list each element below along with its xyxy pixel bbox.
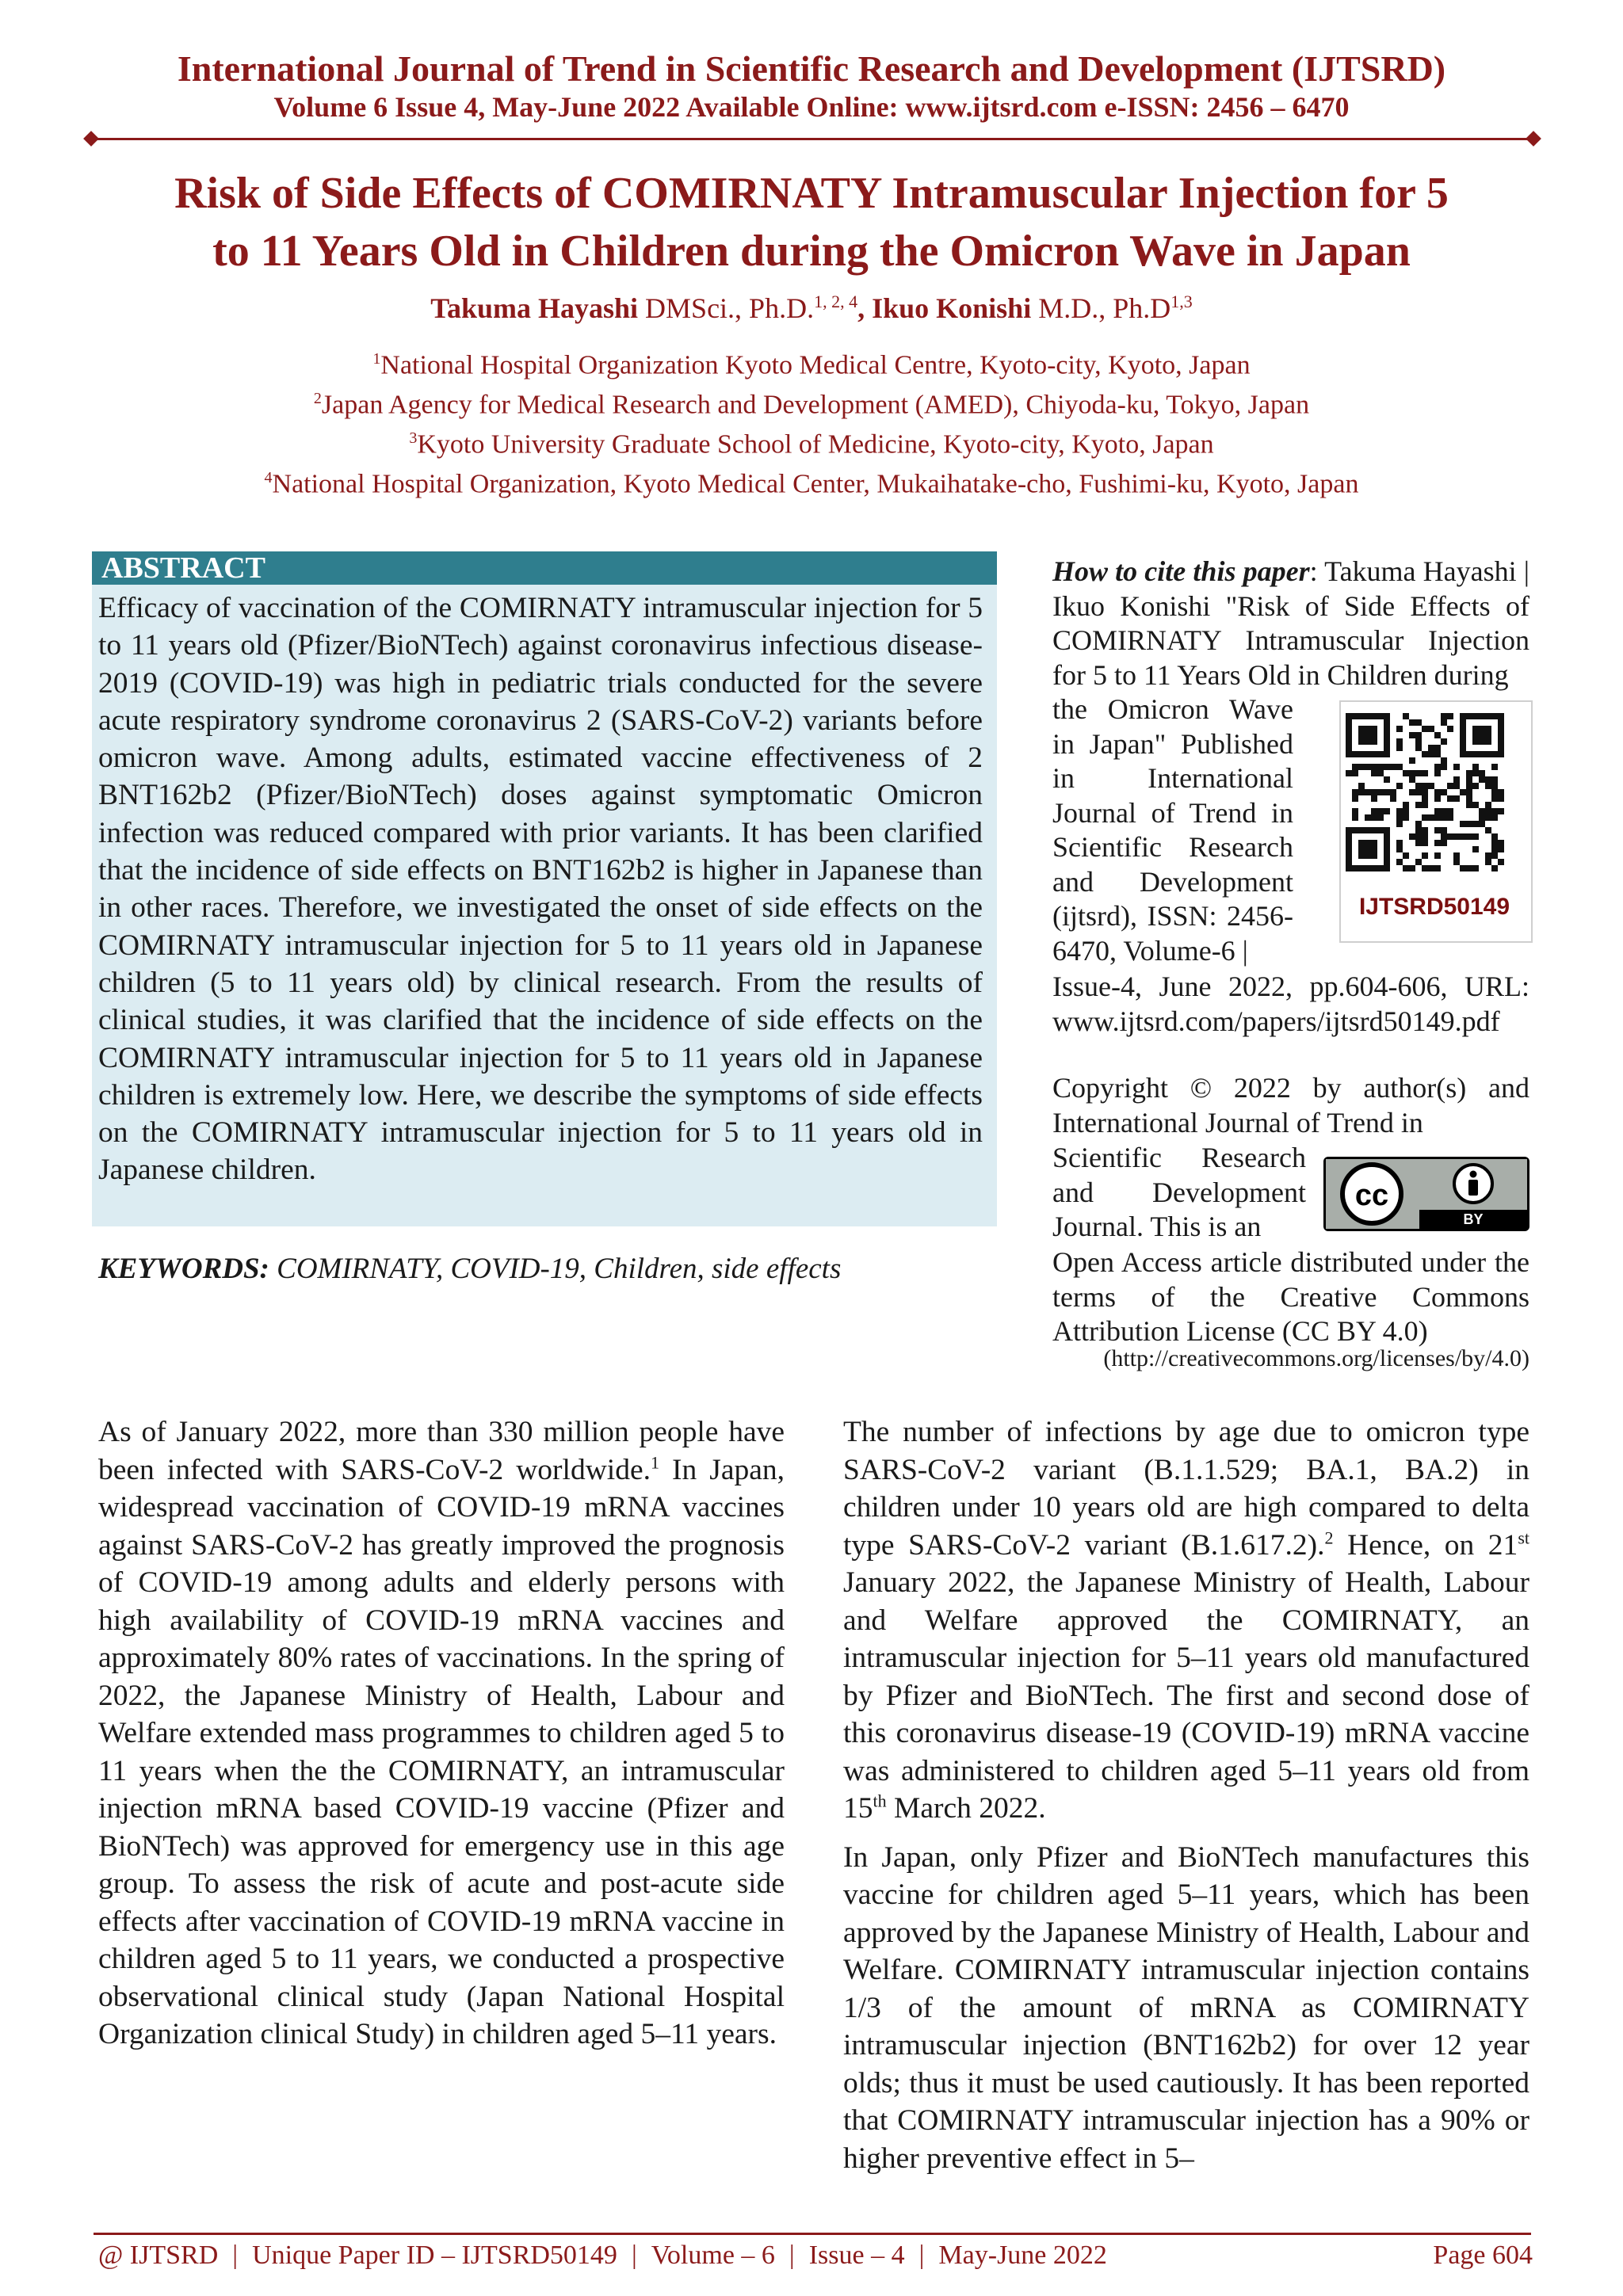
copyright-bottom: Open Access article distributed under the terms of the Creative Commons Attribution License (CC BY 4.0) — [1052, 1246, 1529, 1347]
journal-title: International Journal of Trend in Scientific Research and Development (IJTSRD) — [177, 48, 1446, 89]
body-text: The number of infections by age due to omicron type SARS-CoV-2 variant (B.1.1.529; BA.1, BA.2) in children under 10 years old are high compared to delta type SARS-CoV-2 variant (B.1.617.2). — [843, 1416, 1529, 1562]
body-text: As of January 2022, more than 330 million people have been infected with SARS-CoV-2 worldwide. — [98, 1416, 785, 1486]
ordinal-sup: st — [1518, 1527, 1529, 1547]
journal-info: Volume 6 Issue 4, May-June 2022 Available Online: www.ijtsrd.com e-ISSN: 2456 – 6470 — [273, 91, 1350, 123]
affiliation-2-sup: 2 — [313, 390, 322, 407]
author-2-degrees: M.D., Ph.D — [1031, 292, 1171, 324]
footer-separator: | — [631, 2241, 637, 2270]
footer-issue: Issue – 4 — [808, 2241, 905, 2270]
qr-code-icon — [1346, 713, 1504, 871]
affiliation-4-text: National Hospital Organization, Kyoto Medical Center, Mukaihatake-cho, Fushimi-ku, Kyoto, Japan — [272, 469, 1359, 499]
keywords-label: KEYWORDS: — [98, 1253, 269, 1285]
footer-paper-id: Unique Paper ID – IJTSRD50149 — [252, 2241, 617, 2270]
footer-rule — [94, 2233, 1531, 2235]
by-badge-text: BY — [1463, 1211, 1484, 1227]
citation-top-text: : Takuma Hayashi | Ikuo Konishi "Risk of Side Effects of COMIRNATY Intramuscular Injection for 5 to 11 Years Old in Children during — [1052, 555, 1529, 691]
affiliation-4 — [0, 469, 1623, 499]
body-right-column — [843, 1413, 1529, 2188]
cc-badge-text: cc — [1354, 1179, 1389, 1212]
author-2-affil-sup: 1,3 — [1170, 292, 1193, 311]
abstract-text: Efficacy of vaccination of the COMIRNATY intramuscular injection for 5 to 11 years old (Pfizer/BioNTech) against coronavirus infectious disease-2019 (COVID-19) was high in pediatric trials conducted for the severe acute respiratory syndrome coronavirus 2 (SARS-CoV-2) variants before omicron wave. Among adults, estimated vaccine effectiveness of 2 BNT162b2 (Pfizer/BioNTech) doses against symptomatic Omicron infection was reduced compared with prior variants. It has been clarified that the incidence of side effects on BNT162b2 is higher in Japanese than in other races. Therefore, we investigated the onset of side effects on the COMIRNATY intramuscular injection for 5 to 11 years old in Japanese children (5 to 11 years old) by clinical research. From the results of clinical studies, it was clarified that the incidence of side effects on the COMIRNATY intramuscular injection for 5 to 11 years old in Japanese children is extremely low. Here, we describe the symptoms of side effects on the COMIRNATY intramuscular injection for 5 to 11 years old in Japanese children. — [98, 592, 983, 1187]
qr-label: IJTSRD50149 — [1358, 894, 1510, 920]
body-right-paragraph-1 — [843, 1413, 1529, 1828]
body-text: March 2022. — [886, 1792, 1046, 1825]
footer-separator: | — [918, 2241, 925, 2270]
copyright-mid: Scientific Research and Development Journal. This is an — [1052, 1142, 1306, 1242]
footer-page-number: Page 604 — [1433, 2241, 1533, 2270]
footer-separator: | — [789, 2241, 795, 2270]
rule-left-diamond — [83, 131, 99, 147]
body-left-paragraph-1 — [98, 1413, 785, 2054]
body-text: Hence, on 21 — [1333, 1528, 1518, 1562]
affiliation-2-text: Japan Agency for Medical Research and Development (AMED), Chiyoda-ku, Tokyo, Japan — [321, 390, 1310, 420]
affiliation-1-text: National Hospital Organization Kyoto Medical Centre, Kyoto-city, Kyoto, Japan — [380, 350, 1251, 380]
footer-brand: @ IJTSRD — [98, 2241, 219, 2270]
cc-license-url: (http://creativecommons.org/licenses/by/4.0) — [1103, 1345, 1529, 1371]
keywords-list: COMIRNATY, COVID-19, Children, side effects — [269, 1253, 842, 1285]
header-rule — [91, 138, 1533, 140]
body-right-paragraph-2: In Japan, only Pfizer and BioNTech manufactures this vaccine for children aged 5–11 years, which has been approved by the Japanese Ministry of Health, Labour and Welfare. COMIRNATY intramuscular injection contains 1/3 of the amount of mRNA as COMIRNATY intramuscular injection (BNT162b2) for over 12 year olds; thus it must be used cautiously. It has been reported that COMIRNATY intramuscular injection has a 90% or higher preventive effect in 5– — [843, 1840, 1529, 2175]
affiliation-3-sup: 3 — [409, 429, 418, 447]
author-line — [0, 292, 1623, 325]
author-2-name: , Ikuo Konishi — [857, 292, 1032, 324]
body-left-column — [98, 1413, 785, 2065]
affiliation-2 — [0, 390, 1623, 420]
affiliation-3 — [0, 429, 1623, 460]
affiliation-4-sup: 4 — [264, 469, 273, 486]
affiliation-1 — [0, 350, 1623, 380]
rule-right-diamond — [1526, 131, 1541, 147]
affiliation-1-sup: 1 — [372, 350, 381, 368]
affiliation-3-text: Kyoto University Graduate School of Medicine, Kyoto-city, Kyoto, Japan — [417, 429, 1214, 460]
page-footer — [98, 2241, 1533, 2271]
citation-mid: the Omicron Wave in Japan" Published in International Journal of Trend in Scientific Research and Development (ijtsrd), ISSN: 2456-6470, Volume-6 | — [1052, 693, 1293, 967]
author-1-degrees: DMSci., Ph.D. — [638, 292, 815, 324]
cc-by-badge — [1323, 1157, 1529, 1231]
author-1-affil-sup: 1, 2, 4 — [814, 292, 858, 311]
footer-volume: Volume – 6 — [651, 2241, 775, 2270]
copyright-top: Copyright © 2022 by author(s) and International Journal of Trend in — [1052, 1072, 1529, 1138]
body-text: January 2022, the Japanese Ministry of Health, Labour and Welfare approved the COMIRNATY, an intramuscular injection for 5–11 years old manufactured by Pfizer and BioNTech. The first and second dose of this coronavirus disease-19 (COVID-19) mRNA vaccine was administered to children aged 5–11 years old from 15 — [843, 1566, 1529, 1825]
cc-by-icon — [1326, 1159, 1527, 1229]
footer-separator: | — [232, 2241, 239, 2270]
citation-bottom: Issue-4, June 2022, pp.604-606, URL: www.ijtsrd.com/papers/ijtsrd50149.pdf — [1052, 971, 1529, 1037]
keywords — [98, 1252, 1002, 1286]
paper-title-line1: Risk of Side Effects of COMIRNATY Intramuscular Injection for 5 — [174, 169, 1449, 218]
ordinal-sup: th — [873, 1791, 887, 1811]
citation-top — [1052, 555, 1529, 692]
footer-date: May-June 2022 — [938, 2241, 1107, 2270]
paper-title-line2: to 11 Years Old in Children during the Omicron Wave in Japan — [212, 226, 1411, 276]
reference-sup: 1 — [650, 1452, 659, 1472]
reference-sup: 2 — [1324, 1527, 1334, 1547]
paper-title — [63, 165, 1560, 280]
author-1-name: Takuma Hayashi — [430, 292, 639, 324]
body-text: In Japan, widespread vaccination of COVID-19 mRNA vaccines against SARS-CoV-2 has greatly improved the prognosis of COVID-19 among adults and elderly persons with high availability of COVID-19 mRNA vaccines and approximately 80% rates of vaccinations. In the spring of 2022, the Japanese Ministry of Health, Labour and Welfare extended mass programmes to children aged 5 to 11 years when the the COMIRNATY, an intramuscular injection mRNA based COVID-19 vaccine (Pfizer and BioNTech) was approved for emergency use in this age group. To assess the risk of acute and post-acute side effects after vaccination of COVID-19 mRNA vaccine in children aged 5 to 11 years, we conducted a prospective observational clinical study (Japan National Hospital Organization clinical Study) in children aged 5–11 years. — [98, 1453, 785, 2050]
citation-label: How to cite this paper — [1052, 555, 1310, 587]
abstract-heading: ABSTRACT — [92, 551, 997, 585]
